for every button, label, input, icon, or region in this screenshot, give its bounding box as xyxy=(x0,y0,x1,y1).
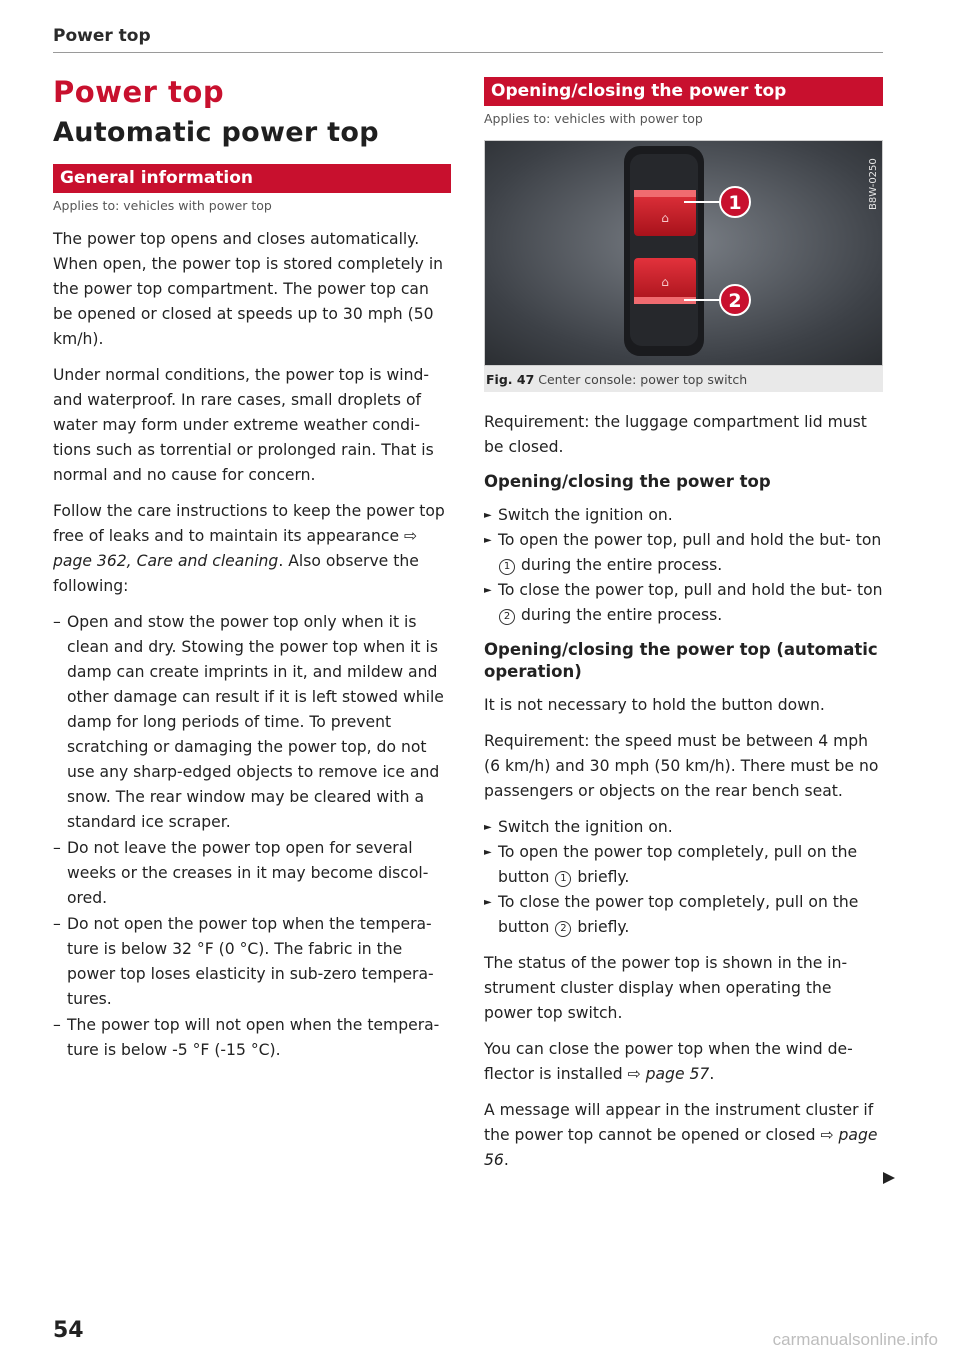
message-paragraph xyxy=(484,1098,883,1173)
paragraph-care xyxy=(53,499,451,599)
applies-note: Applies to: vehicles with power top xyxy=(484,111,703,126)
automatic-operation-heading: Opening/closing the power top (automatic operation) xyxy=(484,640,878,681)
callout-1: 1 xyxy=(728,192,742,214)
button-2-marker: 2 xyxy=(499,609,515,625)
list-item xyxy=(484,840,883,890)
watermark: carmanualsonline.info xyxy=(772,1330,938,1349)
header-divider xyxy=(53,52,883,53)
chapter-title: Power top xyxy=(53,75,225,109)
paragraph-waterproof: Under normal conditions, the power top is wind- and waterproof. In rare cases, small droplets of water may form under extreme weather condi- tions such as torrential or prolonged rain. That is normal and no cause for concern. xyxy=(53,366,434,484)
step-text-end: during the entire process. xyxy=(516,606,723,624)
list-item: – Do not leave the power top open for several weeks or the creases in it may become discol- ored. xyxy=(53,836,451,911)
figure-power-top-switch xyxy=(484,140,883,392)
button-1-marker: 1 xyxy=(555,871,571,887)
list-item xyxy=(484,528,883,578)
paragraph-intro: The power top opens and closes automatically. When open, the power top is stored completely in the power top compartment. The power top can be opened or closed at speeds up to 30 mph (50 km/h). xyxy=(53,230,444,348)
status-paragraph: The status of the power top is shown in the in- strument cluster display when operating the power top switch. xyxy=(484,954,848,1022)
auto-steps xyxy=(484,815,883,940)
auto-paragraph-hold: It is not necessary to hold the button down. xyxy=(484,696,825,714)
step-text: To close the power top completely, pull on the button xyxy=(498,893,859,936)
left-column xyxy=(53,72,451,1064)
list-item: – Do not open the power top when the tempera- ture is below 32 °F (0 °C). The fabric in the power top loses elasticity in sub-zero tempera- tures. xyxy=(53,912,451,1012)
care-cleaning-link[interactable]: ⇨ page 362, Care and cleaning xyxy=(53,527,418,570)
wind-text: You can close the power top when the wind de- flector is installed xyxy=(484,1040,853,1083)
button-1-marker: 1 xyxy=(499,559,515,575)
step-text: To close the power top, pull and hold the but- ton xyxy=(498,581,883,599)
message-text-end: . xyxy=(503,1151,509,1169)
care-list xyxy=(53,610,451,1063)
power-top-switch-illustration xyxy=(484,140,883,366)
list-item: ► Switch the ignition on. xyxy=(484,503,883,528)
figure-caption-text: Center console: power top switch xyxy=(538,372,748,387)
callout-2: 2 xyxy=(728,290,742,312)
page-57-link[interactable]: ⇨ page 57 xyxy=(627,1065,710,1083)
list-item xyxy=(484,578,883,628)
continue-arrow-icon xyxy=(883,1172,895,1184)
button-2-marker: 2 xyxy=(555,921,571,937)
page-56-link[interactable]: ⇨ page 56 xyxy=(484,1126,878,1169)
list-item xyxy=(484,890,883,940)
svg-text:⌂: ⌂ xyxy=(661,275,669,289)
list-item: ► Switch the ignition on. xyxy=(484,815,883,840)
auto-paragraph-requirement: Requirement: the speed must be between 4 mph (6 km/h) and 30 mph (50 km/h). There must be no passengers or objects on the rear bench seat. xyxy=(484,732,879,800)
page-number: 54 xyxy=(53,1318,84,1343)
svg-text:⌂: ⌂ xyxy=(661,211,669,225)
step-text-end: during the entire process. xyxy=(516,556,723,574)
general-information-heading: General information xyxy=(53,164,451,193)
manual-operation-heading: Opening/closing the power top xyxy=(484,472,771,491)
figure-code: B8W-0250 xyxy=(868,158,879,210)
wind-text-end: . xyxy=(709,1065,715,1083)
care-text: Follow the care instructions to keep the power top free of leaks and to maintain its appearance xyxy=(53,502,445,545)
figure-label: Fig. 47 xyxy=(486,372,535,387)
section-title: Automatic power top xyxy=(53,117,379,148)
step-text-end: briefly. xyxy=(572,918,630,936)
requirement-lid: Requirement: the luggage compartment lid must be closed. xyxy=(484,413,867,456)
step-text: To open the power top, pull and hold the but- ton xyxy=(498,531,882,549)
wind-deflector-paragraph xyxy=(484,1037,883,1087)
care-text-end: . Also observe the following: xyxy=(53,552,419,595)
applies-note: Applies to: vehicles with power top xyxy=(53,198,272,213)
list-item: – Open and stow the power top only when it is clean and dry. Stowing the power top when it is damp can create imprints in it, and mildew and other damage can result if it is left stowed while damp for long periods of time. To prevent scratching or damaging the power top, do not use any sharp-edged objects to remove ice and snow. The rear window may be cleared with a standard ice scraper. xyxy=(53,610,451,835)
step-text: To open the power top completely, pull on the button xyxy=(498,843,858,886)
message-text: A message will appear in the instrument cluster if the power top cannot be opened or closed xyxy=(484,1101,874,1144)
manual-steps xyxy=(484,503,883,628)
opening-closing-heading: Opening/closing the power top xyxy=(484,77,883,106)
step-text-end: briefly. xyxy=(572,868,630,886)
list-item: – The power top will not open when the tempera- ture is below -5 °F (-15 °C). xyxy=(53,1013,451,1063)
figure-caption xyxy=(484,366,883,392)
right-column xyxy=(484,77,883,1184)
running-header: Power top xyxy=(53,26,151,46)
